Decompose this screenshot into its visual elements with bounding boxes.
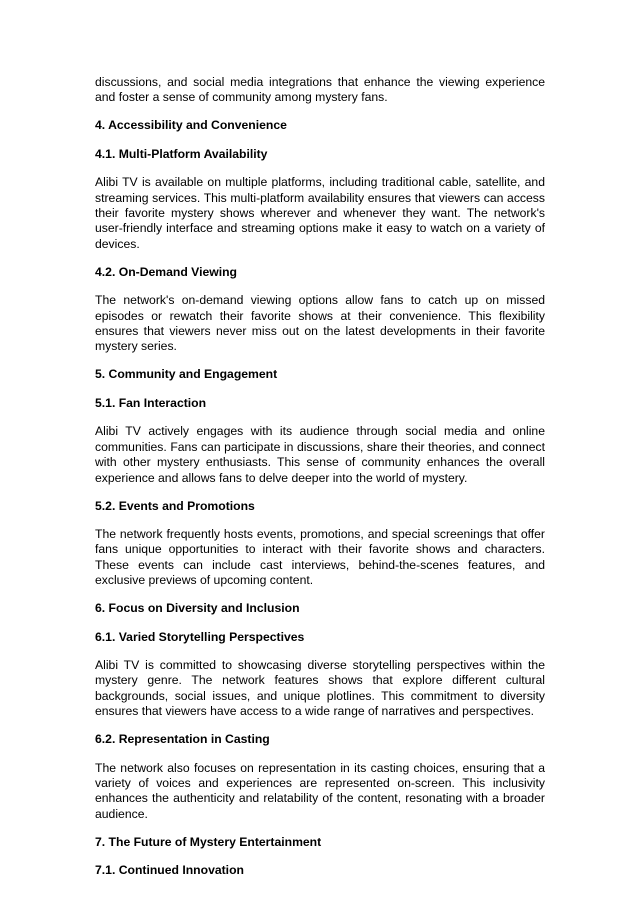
section-heading-diversity: 6. Focus on Diversity and Inclusion [95, 601, 300, 616]
paragraph-storytelling: Alibi TV is committed to showcasing diverse storytelling perspectives within the mystery genre. The network features shows that explore different cultural backgrounds, social issues, and unique plotlines. This commitment to diversity ensures that viewers have access to a wide range of narratives and perspectives. [95, 657, 545, 719]
subsection-heading-innovation: 7.1. Continued Innovation [95, 863, 244, 878]
paragraph-casting: The network also focuses on representation in its casting choices, ensuring that a variety of voices and experiences are represented on-screen. This inclusivity enhances the authenticity and relatability of the content, resonating with a broader audience. [95, 760, 545, 821]
section-heading-community: 5. Community and Engagement [95, 367, 278, 382]
subsection-heading-storytelling: 6.1. Varied Storytelling Perspectives [95, 629, 305, 644]
paragraph-events: The network frequently hosts events, promotions, and special screenings that offer fans unique opportunities to interact with their favorite shows and characters. These events can include cast interviews, behind-the-scenes features, and exclusive previews of upcoming content. [95, 526, 545, 588]
paragraph-on-demand: The network's on-demand viewing options allow fans to catch up on missed episodes or rewatch their favorite shows at their convenience. This flexibility ensures that viewers never miss out on the latest developments in their favorite mystery series. [95, 293, 545, 354]
section-heading-accessibility: 4. Accessibility and Convenience [95, 118, 287, 133]
paragraph-fan-interaction: Alibi TV actively engages with its audience through social media and online communities. Fans can participate in discussions, share their theories, and connect with other mystery enthusiasts. This sense of community enhances the overall experience and allows fans to delve deeper into the world of mystery. [95, 424, 545, 485]
paragraph-multi-platform: Alibi TV is available on multiple platforms, including traditional cable, satellite, and streaming services. This multi-platform availability ensures that viewers can access their favorite mystery shows wherever and whenever they want. The network's user-friendly interface and streaming options make it easy to watch on a variety of devices. [95, 175, 545, 251]
subsection-heading-on-demand: 4.2. On-Demand Viewing [95, 264, 237, 279]
subsection-heading-casting: 6.2. Representation in Casting [95, 732, 270, 747]
paragraph-community-intro: discussions, and social media integrations that enhance the viewing experience and foster a sense of community among mystery fans. [95, 75, 545, 105]
document-page [95, 75, 545, 892]
subsection-heading-multi-platform: 4.1. Multi-Platform Availability [95, 146, 268, 161]
subsection-heading-fan-interaction: 5.1. Fan Interaction [95, 395, 207, 410]
subsection-heading-events: 5.2. Events and Promotions [95, 498, 255, 513]
section-heading-future: 7. The Future of Mystery Entertainment [95, 834, 322, 849]
